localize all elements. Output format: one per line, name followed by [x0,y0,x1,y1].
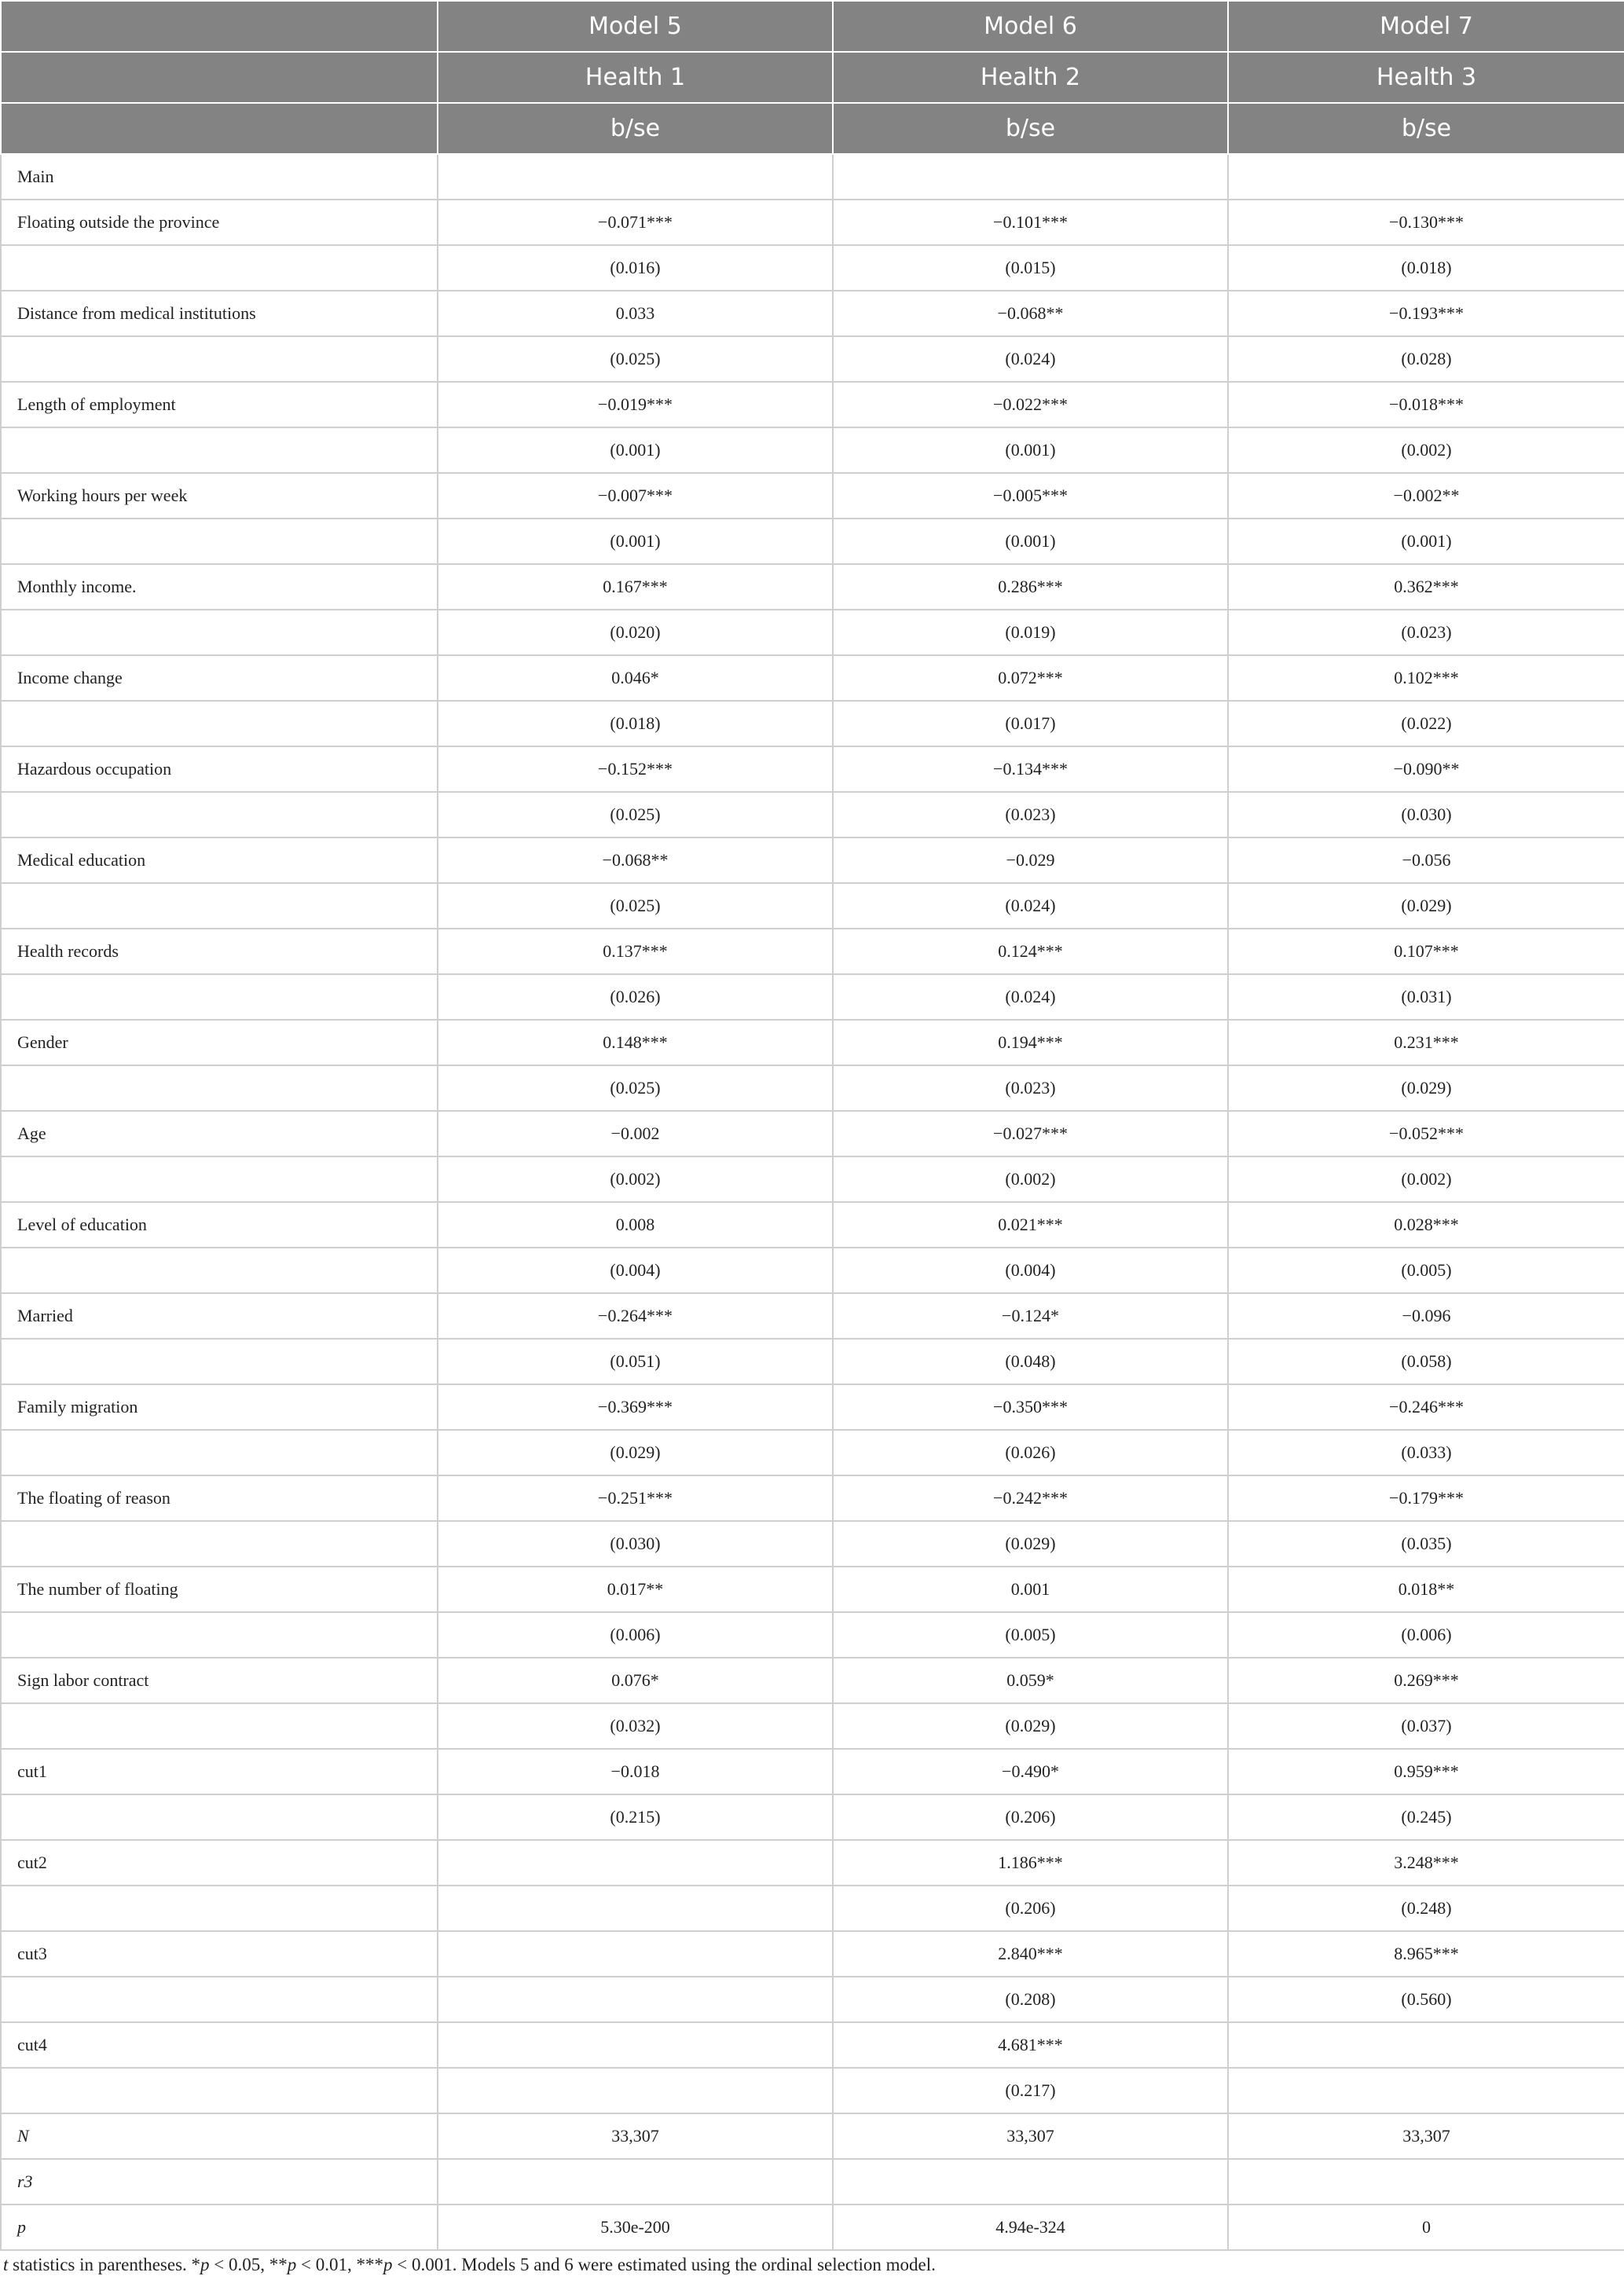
value-cell-model-7: (0.018) [1228,245,1624,291]
row-label: Income change [1,655,438,701]
footnote-p2: p [287,2255,297,2274]
table-row [1,974,1624,1020]
row-label: cut1 [1,1749,438,1794]
row-label: Sign labor contract [1,1658,438,1703]
value-cell-model-6: (0.015) [833,245,1228,291]
value-cell-model-6: (0.005) [833,1612,1228,1658]
value-cell-model-6: 33,307 [833,2113,1228,2159]
value-cell-model-6: 0.124*** [833,929,1228,974]
row-label [1,2068,438,2113]
table-row [1,1065,1624,1111]
value-cell-model-6: −0.029 [833,837,1228,883]
row-label [1,336,438,382]
value-cell-model-7: 8.965*** [1228,1931,1624,1977]
row-label: N [1,2113,438,2159]
value-cell-model-7: 0.107*** [1228,929,1624,974]
value-cell-model-6: 0.021*** [833,1202,1228,1248]
value-cell-model-5: −0.369*** [438,1384,833,1430]
row-label: Floating outside the province [1,200,438,245]
value-cell-model-5: −0.251*** [438,1475,833,1521]
row-label: p [1,2205,438,2250]
table-row [1,1612,1624,1658]
value-cell-model-6: −0.101*** [833,200,1228,245]
table-row [1,1658,1624,1703]
value-cell-model-5: (0.001) [438,427,833,473]
value-cell-model-6: −0.027*** [833,1111,1228,1156]
table-row [1,701,1624,746]
value-cell-model-5: (0.001) [438,519,833,564]
value-cell-model-5 [438,2159,833,2205]
row-label: r3 [1,2159,438,2205]
value-cell-model-5 [438,2022,833,2068]
row-label: The number of floating [1,1567,438,1612]
row-label [1,1248,438,1293]
value-cell-model-5: 0.046* [438,655,833,701]
value-cell-model-6: −0.490* [833,1749,1228,1794]
value-cell-model-6: 0.194*** [833,1020,1228,1065]
row-label [1,1794,438,1840]
row-label [1,1612,438,1658]
table-row [1,1020,1624,1065]
header-blank-cell [1,52,438,103]
value-cell-model-5: (0.032) [438,1703,833,1749]
row-label [1,1521,438,1567]
row-label: cut3 [1,1931,438,1977]
value-cell-model-7: (0.006) [1228,1612,1624,1658]
row-label: The floating of reason [1,1475,438,1521]
table-row [1,792,1624,837]
value-cell-model-7: (0.001) [1228,519,1624,564]
value-cell-model-7: −0.096 [1228,1293,1624,1339]
table-row [1,427,1624,473]
value-cell-model-6: (0.004) [833,1248,1228,1293]
value-cell-model-6: −0.134*** [833,746,1228,792]
table-row [1,1202,1624,1248]
value-cell-model-6: (0.217) [833,2068,1228,2113]
table-row [1,1521,1624,1567]
value-cell-model-5: (0.025) [438,336,833,382]
value-cell-model-5: (0.051) [438,1339,833,1384]
value-cell-model-5 [438,2068,833,2113]
value-cell-model-5: 0.076* [438,1658,833,1703]
row-label [1,1703,438,1749]
table-row [1,519,1624,564]
value-cell-model-7: (0.023) [1228,610,1624,655]
row-label [1,1886,438,1931]
row-label: cut4 [1,2022,438,2068]
value-cell-model-5: −0.018 [438,1749,833,1794]
row-label [1,974,438,1020]
value-cell-model-7: 0.102*** [1228,655,1624,701]
value-cell-model-7: 0.018** [1228,1567,1624,1612]
value-cell-model-7 [1228,2022,1624,2068]
value-cell-model-5: (0.025) [438,883,833,929]
value-cell-model-5: −0.019*** [438,382,833,427]
footnote-p1: p [200,2255,210,2274]
value-cell-model-7: 3.248*** [1228,1840,1624,1886]
value-cell-model-7: (0.002) [1228,427,1624,473]
header-blank-cell [1,103,438,154]
value-cell-model-7: (0.248) [1228,1886,1624,1931]
table-footnote [3,2255,936,2275]
value-cell-model-6: 0.001 [833,1567,1228,1612]
value-cell-model-7: −0.179*** [1228,1475,1624,1521]
value-cell-model-7: 33,307 [1228,2113,1624,2159]
header-blank-cell [1,1,438,52]
table-row [1,1430,1624,1475]
row-label: cut2 [1,1840,438,1886]
value-cell-model-5: −0.264*** [438,1293,833,1339]
value-cell-model-7: (0.033) [1228,1430,1624,1475]
value-cell-model-7 [1228,2068,1624,2113]
table-row [1,154,1624,200]
value-cell-model-7: −0.246*** [1228,1384,1624,1430]
footnote-t: t [3,2255,9,2274]
row-label [1,883,438,929]
value-cell-model-7: (0.002) [1228,1156,1624,1202]
value-cell-model-7: −0.002** [1228,473,1624,519]
value-cell-model-5: (0.215) [438,1794,833,1840]
value-cell-model-7: 0.028*** [1228,1202,1624,1248]
table-row [1,1567,1624,1612]
value-cell-model-6: −0.068** [833,291,1228,336]
value-cell-model-6: 4.681*** [833,2022,1228,2068]
value-cell-model-5: (0.018) [438,701,833,746]
row-label [1,519,438,564]
value-cell-model-5: −0.071*** [438,200,833,245]
table-row [1,200,1624,245]
row-label [1,701,438,746]
value-cell-model-7: 0.231*** [1228,1020,1624,1065]
value-cell-model-5: −0.152*** [438,746,833,792]
table-row [1,2159,1624,2205]
value-cell-model-7: (0.029) [1228,883,1624,929]
value-cell-model-7: 0 [1228,2205,1624,2250]
row-label: Level of education [1,1202,438,1248]
footnote-text-2: < 0.05, ** [209,2255,288,2274]
table-row [1,1156,1624,1202]
value-cell-model-7: (0.028) [1228,336,1624,382]
table-row [1,382,1624,427]
row-label [1,792,438,837]
row-label: Family migration [1,1384,438,1430]
value-cell-model-5 [438,1977,833,2022]
row-label: Health records [1,929,438,974]
header-health-3: Health 3 [1228,52,1624,103]
table-body [1,154,1624,2250]
table-row [1,1475,1624,1521]
value-cell-model-7: (0.058) [1228,1339,1624,1384]
value-cell-model-7: (0.560) [1228,1977,1624,2022]
value-cell-model-6: 4.94e-324 [833,2205,1228,2250]
value-cell-model-6: (0.002) [833,1156,1228,1202]
value-cell-model-6: 0.286*** [833,564,1228,610]
header-model-6: Model 6 [833,1,1228,52]
value-cell-model-6: (0.019) [833,610,1228,655]
row-label [1,427,438,473]
header-stat-2: b/se [833,103,1228,154]
value-cell-model-7: −0.130*** [1228,200,1624,245]
value-cell-model-7: (0.035) [1228,1521,1624,1567]
value-cell-model-6: −0.005*** [833,473,1228,519]
value-cell-model-6: 0.059* [833,1658,1228,1703]
value-cell-model-7: (0.037) [1228,1703,1624,1749]
value-cell-model-5: (0.016) [438,245,833,291]
value-cell-model-7: −0.018*** [1228,382,1624,427]
row-label: Distance from medical institutions [1,291,438,336]
table-row [1,1111,1624,1156]
value-cell-model-6: (0.048) [833,1339,1228,1384]
row-label: Age [1,1111,438,1156]
header-model-7: Model 7 [1228,1,1624,52]
value-cell-model-6: (0.023) [833,1065,1228,1111]
value-cell-model-6: −0.124* [833,1293,1228,1339]
row-label: Hazardous occupation [1,746,438,792]
value-cell-model-7: (0.029) [1228,1065,1624,1111]
value-cell-model-5: 0.137*** [438,929,833,974]
table-row [1,1840,1624,1886]
value-cell-model-6: (0.024) [833,883,1228,929]
table-row [1,655,1624,701]
value-cell-model-6: (0.001) [833,427,1228,473]
value-cell-model-6: (0.206) [833,1794,1228,1840]
header-row-stats [1,103,1624,154]
value-cell-model-6: (0.208) [833,1977,1228,2022]
row-label [1,610,438,655]
value-cell-model-5: (0.006) [438,1612,833,1658]
value-cell-model-7: (0.245) [1228,1794,1624,1840]
header-stat-3: b/se [1228,103,1624,154]
value-cell-model-5 [438,1840,833,1886]
table-row [1,2068,1624,2113]
value-cell-model-7: −0.193*** [1228,291,1624,336]
header-model-5: Model 5 [438,1,833,52]
table-row [1,2205,1624,2250]
value-cell-model-6: (0.024) [833,974,1228,1020]
value-cell-model-6: 1.186*** [833,1840,1228,1886]
value-cell-model-5: (0.004) [438,1248,833,1293]
value-cell-model-6: (0.206) [833,1886,1228,1931]
value-cell-model-6: (0.026) [833,1430,1228,1475]
header-row-models [1,1,1624,52]
table-row [1,1339,1624,1384]
table-row [1,245,1624,291]
value-cell-model-7: 0.362*** [1228,564,1624,610]
value-cell-model-5: (0.002) [438,1156,833,1202]
row-label [1,1065,438,1111]
value-cell-model-6 [833,2159,1228,2205]
value-cell-model-5: (0.025) [438,792,833,837]
value-cell-model-7: (0.030) [1228,792,1624,837]
value-cell-model-5: (0.029) [438,1430,833,1475]
table-row [1,610,1624,655]
table-row [1,1977,1624,2022]
table-row [1,883,1624,929]
value-cell-model-6: 0.072*** [833,655,1228,701]
row-label: Length of employment [1,382,438,427]
value-cell-model-7: (0.005) [1228,1248,1624,1293]
value-cell-model-7: 0.959*** [1228,1749,1624,1794]
value-cell-model-5 [438,1931,833,1977]
row-label: Married [1,1293,438,1339]
table-row [1,291,1624,336]
row-label: Medical education [1,837,438,883]
table-row [1,336,1624,382]
value-cell-model-6: −0.350*** [833,1384,1228,1430]
value-cell-model-7: −0.056 [1228,837,1624,883]
value-cell-model-5: 0.033 [438,291,833,336]
value-cell-model-5: 0.167*** [438,564,833,610]
value-cell-model-5: 0.017** [438,1567,833,1612]
table-row [1,1794,1624,1840]
value-cell-model-6: (0.023) [833,792,1228,837]
value-cell-model-5: (0.020) [438,610,833,655]
value-cell-model-6: −0.242*** [833,1475,1228,1521]
value-cell-model-6: (0.001) [833,519,1228,564]
table-row [1,473,1624,519]
value-cell-model-7: −0.052*** [1228,1111,1624,1156]
row-label: Main [1,154,438,200]
value-cell-model-6: 2.840*** [833,1931,1228,1977]
value-cell-model-6: −0.022*** [833,382,1228,427]
value-cell-model-5: 0.008 [438,1202,833,1248]
footnote-p3: p [383,2255,393,2274]
table-row [1,1384,1624,1430]
value-cell-model-5: 0.148*** [438,1020,833,1065]
row-label [1,1339,438,1384]
table-row [1,746,1624,792]
row-label: Gender [1,1020,438,1065]
value-cell-model-6: (0.029) [833,1521,1228,1567]
table-row [1,1703,1624,1749]
header-row-outcomes [1,52,1624,103]
row-label [1,1156,438,1202]
table-row [1,1886,1624,1931]
header-stat-1: b/se [438,103,833,154]
value-cell-model-5: −0.068** [438,837,833,883]
value-cell-model-7 [1228,2159,1624,2205]
footnote-text-1: statistics in parentheses. * [8,2255,201,2274]
value-cell-model-6 [833,154,1228,200]
row-label: Monthly income. [1,564,438,610]
value-cell-model-5 [438,154,833,200]
value-cell-model-5: 5.30e-200 [438,2205,833,2250]
footnote-text-3: < 0.01, *** [296,2255,384,2274]
row-label [1,245,438,291]
header-health-2: Health 2 [833,52,1228,103]
value-cell-model-5: (0.030) [438,1521,833,1567]
table-header [1,1,1624,154]
value-cell-model-5: −0.007*** [438,473,833,519]
table-row [1,1749,1624,1794]
value-cell-model-7: (0.022) [1228,701,1624,746]
value-cell-model-5: (0.025) [438,1065,833,1111]
value-cell-model-7: (0.031) [1228,974,1624,1020]
value-cell-model-6: (0.024) [833,336,1228,382]
table-row [1,564,1624,610]
table-row [1,2113,1624,2159]
value-cell-model-6: (0.017) [833,701,1228,746]
table-row [1,929,1624,974]
value-cell-model-5: 33,307 [438,2113,833,2159]
table-row [1,1931,1624,1977]
footnote-text-4: < 0.001. Models 5 and 6 were estimated using the ordinal selection model. [392,2255,936,2274]
table-row [1,837,1624,883]
value-cell-model-6: (0.029) [833,1703,1228,1749]
value-cell-model-5: (0.026) [438,974,833,1020]
value-cell-model-7: −0.090** [1228,746,1624,792]
row-label [1,1977,438,2022]
value-cell-model-7 [1228,154,1624,200]
table-row [1,1293,1624,1339]
header-health-1: Health 1 [438,52,833,103]
value-cell-model-7: 0.269*** [1228,1658,1624,1703]
row-label [1,1430,438,1475]
table-row [1,2022,1624,2068]
value-cell-model-5: −0.002 [438,1111,833,1156]
row-label: Working hours per week [1,473,438,519]
table-row [1,1248,1624,1293]
value-cell-model-5 [438,1886,833,1931]
